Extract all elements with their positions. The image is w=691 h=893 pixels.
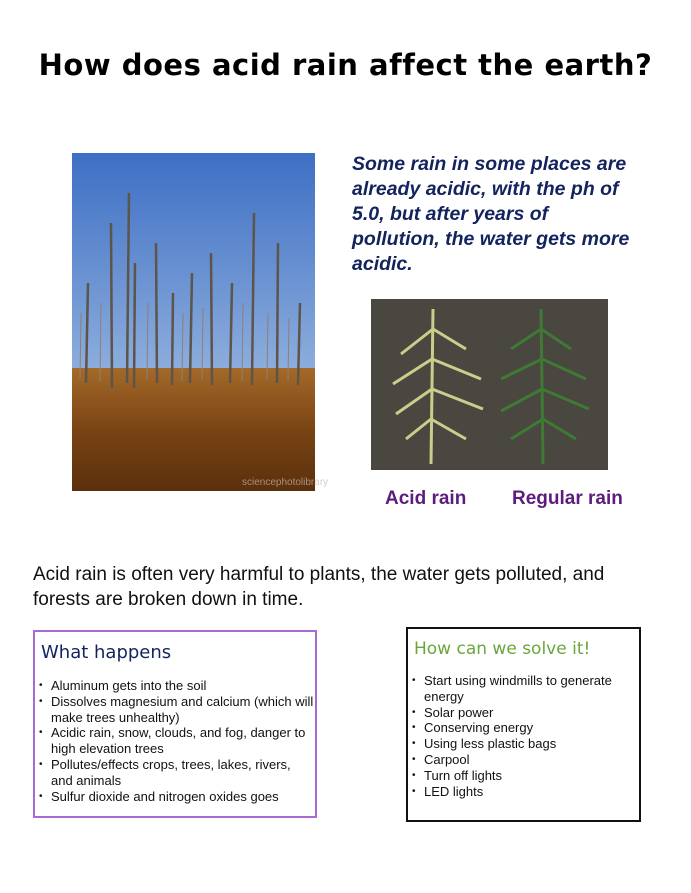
solutions-heading: How can we solve it! — [414, 639, 591, 659]
what-happens-heading: What happens — [41, 642, 172, 663]
list-item: • Acidic rain, snow, clouds, and fog, danger to high elevation trees — [35, 725, 315, 757]
page-title: How does acid rain affect the earth? — [38, 48, 653, 82]
branches-comparison-photo — [371, 299, 608, 470]
list-item: • Solar power — [408, 705, 639, 721]
what-happens-box — [33, 630, 317, 818]
intro-text: Some rain in some places are already acidic, with the ph of 5.0, but after years of pollution, the water gets more acidic. — [352, 153, 630, 275]
list-item: • Aluminum gets into the soil — [35, 678, 315, 694]
what-happens-list — [35, 678, 315, 804]
list-item: • Turn off lights — [408, 768, 639, 784]
list-item: • Dissolves magnesium and calcium (which will make trees unhealthy) — [35, 694, 315, 726]
dead-forest-photo — [72, 153, 329, 491]
list-item: • Sulfur dioxide and nitrogen oxides goes — [35, 789, 315, 805]
list-item: • LED lights — [408, 784, 639, 800]
caption-regular-rain: Regular rain — [512, 488, 623, 509]
solutions-list — [408, 673, 639, 799]
solutions-box — [406, 627, 641, 822]
list-item: • Start using windmills to generate energy — [408, 673, 639, 705]
list-item: • Using less plastic bags — [408, 736, 639, 752]
list-item: • Pollutes/effects crops, trees, lakes, rivers, and animals — [35, 757, 315, 789]
list-item: • Conserving energy — [408, 720, 639, 736]
summary-text: Acid rain is often very harmful to plants, the water gets polluted, and forests are broken down in time. — [33, 564, 605, 610]
svg-text:sciencephotolibrary: sciencephotolibrary — [242, 477, 329, 488]
list-item: • Carpool — [408, 752, 639, 768]
caption-acid-rain: Acid rain — [385, 488, 467, 509]
